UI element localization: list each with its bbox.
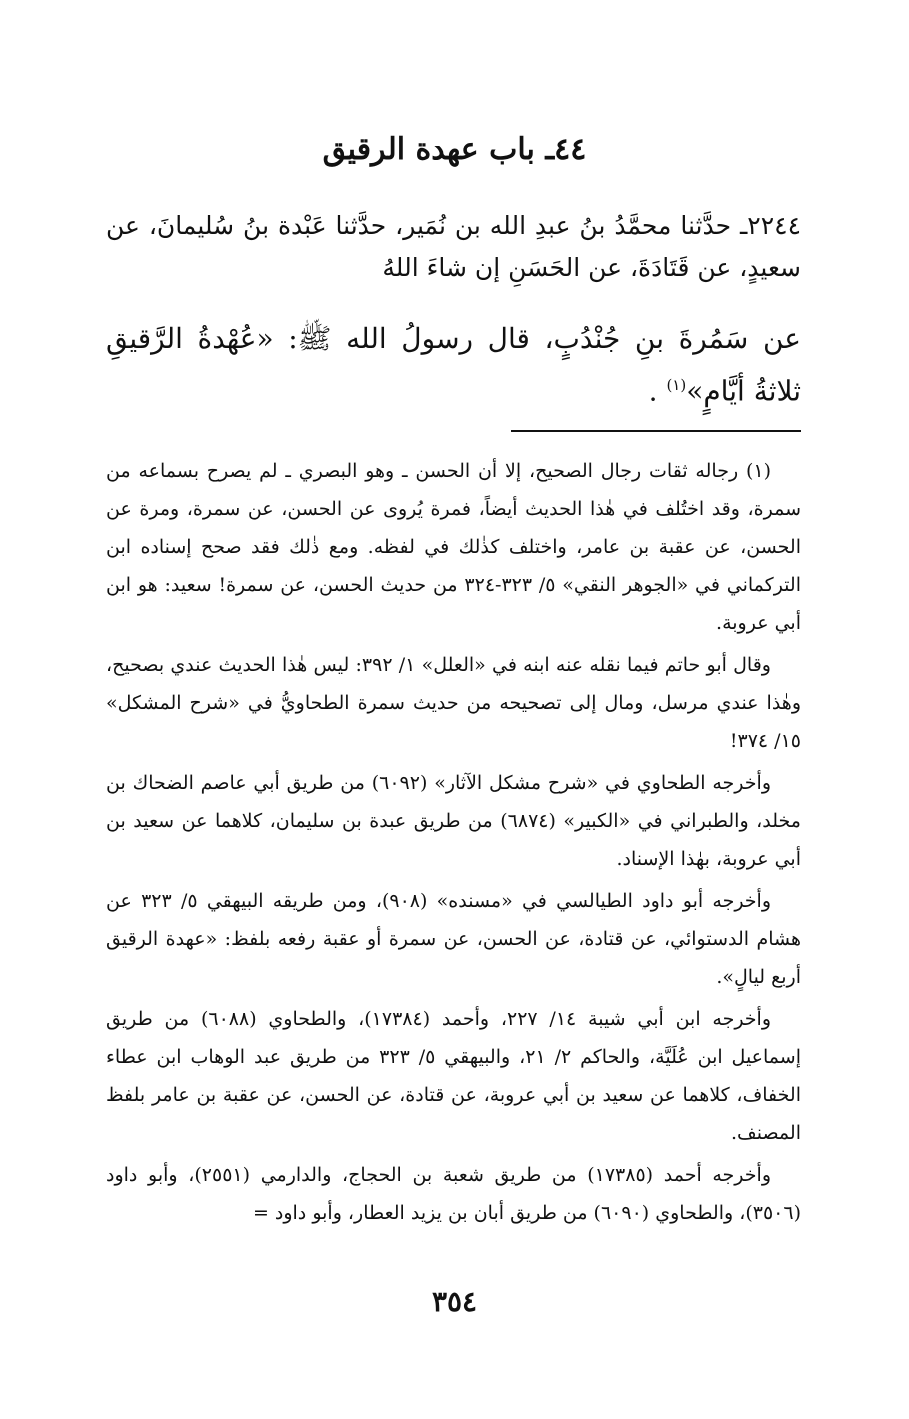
- hadith-end-punct: .: [648, 374, 658, 408]
- footnote-paragraph: وأخرجه أبو داود الطيالسي في «مسنده» (٩٠٨)، ومن طريقه البيهقي ٥/ ٣٢٣ عن هشام الدستوائي، عن قتادة، عن الحسن، عن سمرة أو عقبة رفعه بلفظ: «عهدة الرقيق أربع ليالٍ».: [106, 890, 801, 988]
- chapter-title: ٤٤ـ باب عهدة الرقيق: [322, 132, 587, 167]
- footnote-reference: (١): [666, 376, 687, 394]
- hadith-matn: [106, 316, 801, 414]
- footnote-paragraph: وأخرجه ابن أبي شيبة ١٤/ ٢٢٧، وأحمد (١٧٣٨٤)، والطحاوي (٦٠٨٨) من طريق إسماعيل ابن عُلَيَّة، والحاكم ٢/ ٢١، والبيهقي ٥/ ٣٢٣ من طريق عبد الوهاب ابن عطاء الخفاف، كلاهما عن سعيد بن أبي عروبة، عن قتادة، عن الحسن، عن عقبة بن عامر بلفظ المصنف.: [106, 1008, 801, 1144]
- footnote-separator: [511, 430, 801, 432]
- footnote-paragraph: وأخرجه الطحاوي في «شرح مشكل الآثار» (٦٠٩٢) من طريق أبي عاصم الضحاك بن مخلد، والطبراني في «الكبير» (٦٨٧٤) من طريق عبدة بن سليمان، كلاهما عن سعيد بن أبي عروبة، بهٰذا الإسناد.: [106, 772, 801, 870]
- footnotes-section: [106, 452, 801, 1236]
- hadith-matn-text: عن سَمُرةَ بنِ جُنْدُبٍ، قال رسولُ الله ﷺ: «عُهْدةُ الرَّقيقِ ثلاثةُ أيَّامٍ»: [106, 322, 801, 408]
- footnote-paragraph: (١) رجاله ثقات رجال الصحيح، إلا أن الحسن ـ وهو البصري ـ لم يصرح بسماعه من سمرة، وقد اختُلف في هٰذا الحديث أيضاً، فمرة يُروى عن الحسن، عن سمرة، ومرة عن الحسن، عن عقبة بن عامر، واختلف كذٰلك في لفظه. ومع ذٰلك فقد صحح إسناده ابن التركماني في «الجوهر النقي» ٥/ ٣٢٣-٣٢٤ من حديث الحسن، عن سمرة! سعيد: هو ابن أبي عروبة.: [106, 460, 801, 634]
- footnote-paragraph: وقال أبو حاتم فيما نقله عنه ابنه في «العلل» ١/ ٣٩٢: ليس هٰذا الحديث عندي بصحيح، وهٰذا عندي مرسل، ومال إلى تصحيحه من حديث سمرة الطحاويُّ في «شرح المشكل» ١٥/ ٣٧٤!: [106, 654, 801, 752]
- page-number: ٣٥٤: [431, 1285, 478, 1318]
- hadith-isnad: ٢٢٤٤ـ حدَّثنا محمَّدُ بنُ عبدِ الله بن نُمَير، حدَّثنا عَبْدة بنُ سُليمانَ، عن سعيدٍ، عن قَتَادَةَ، عن الحَسَنِ إن شاءَ اللهُ: [106, 211, 801, 282]
- footnote-paragraph: وأخرجه أحمد (١٧٣٨٥) من طريق شعبة بن الحجاج، والدارمي (٢٥٥١)، وأبو داود (٣٥٠٦)، والطحاوي (٦٠٩٠) من طريق أبان بن يزيد العطار، وأبو داود =: [106, 1164, 801, 1224]
